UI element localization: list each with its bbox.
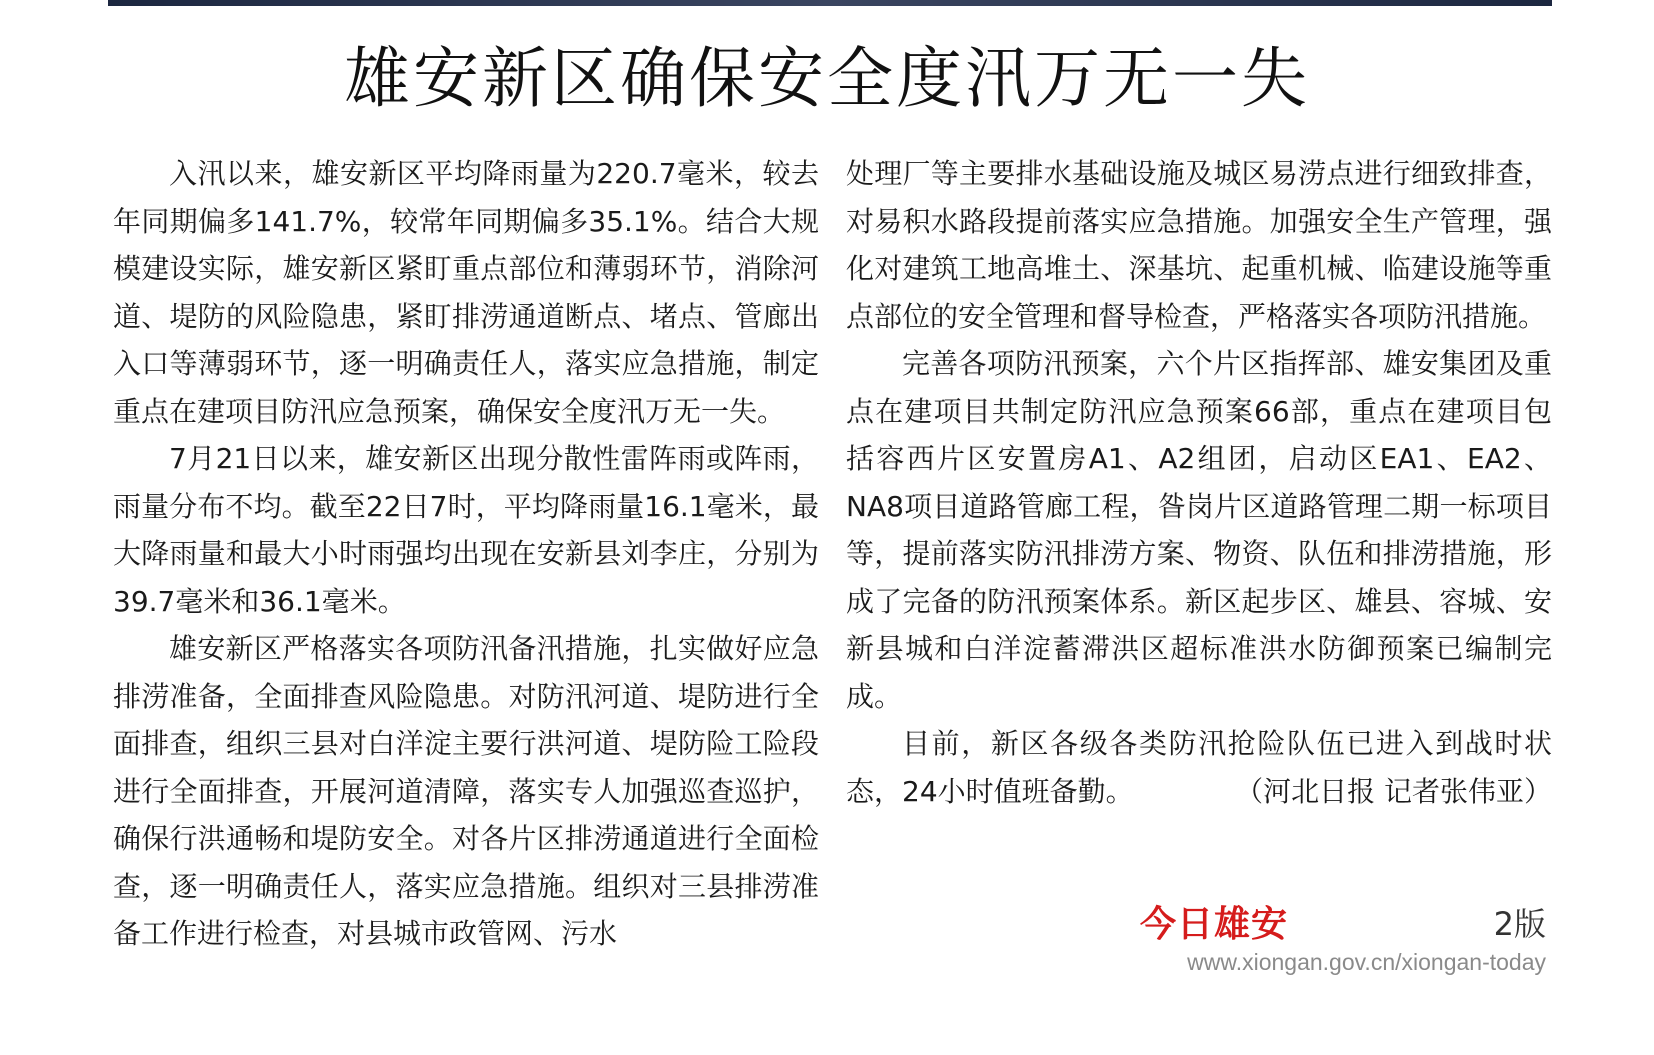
article-byline: （河北日报 记者张伟亚） <box>1235 774 1552 808</box>
article-headline: 雄安新区确保安全度汛万无一失 <box>344 40 1310 117</box>
site-url: www.xiongan.gov.cn/xiongan-today <box>1187 949 1546 975</box>
top-rule <box>108 0 1552 6</box>
article-paragraph-5 <box>846 720 1552 815</box>
article-paragraph-5-text: 目前，新区各级各类防汛抢险队伍已进入到战时状态，24小时值班备勤。 <box>846 727 1552 808</box>
article-paragraph-1: 入汛以来，雄安新区平均降雨量为220.7毫米，较去年同期偏多141.7%，较常年同期偏多35.1%。结合大规模建设实际，雄安新区紧盯重点部位和薄弱环节，消除河道、堤防的风险隐患，紧盯排涝通道断点、堵点、管廊出入口等薄弱环节，逐一明确责任人，落实应急措施，制定重点在建项目防汛应急预案，确保安全度汛万无一失。 <box>113 157 819 428</box>
article-paragraph-4: 完善各项防汛预案，六个片区指挥部、雄安集团及重点在建项目共制定防汛应急预案66部，重点在建项目包括容西片区安置房A1、A2组团，启动区EA1、EA2、NA8项目道路管廊工程，昝岗片区道路管理二期一标项目等，提前落实防汛排涝方案、物资、队伍和排涝措施，形成了完备的防汛预案体系。新区起步区、雄县、容城、安新县城和白洋淀蓄滞洪区超标准洪水防御预案已编制完成。 <box>846 347 1552 713</box>
article-paragraph-3-start: 雄安新区严格落实各项防汛备汛措施，扎实做好应急排涝准备，全面排查风险隐患。对防汛河道、堤防进行全面排查，组织三县对白洋淀主要行洪河道、堤防险工险段进行全面排查，开展河道清障，落实专人加强巡查巡护，确保行洪通畅和堤防安全。对各片区排涝通道进行全面检查，逐一明确责任人，落实应急措施。组织对三县排涝准备工作进行检查，对县城市政管网、污水 <box>113 632 819 950</box>
article-paragraph-3-continued: 处理厂等主要排水基础设施及城区易涝点进行细致排查，对易积水路段提前落实应急措施。加强安全生产管理，强化对建筑工地高堆土、深基坑、起重机械、临建设施等重点部位的安全管理和督导检查，严格落实各项防汛措施。 <box>846 157 1552 333</box>
article-column-left <box>113 150 819 955</box>
today-xiongan-logo: 今日雄安 <box>1140 903 1289 945</box>
article-paragraph-2: 7月21日以来，雄安新区出现分散性雷阵雨或阵雨，雨量分布不均。截至22日7时，平均降雨量16.1毫米，最大降雨量和最大小时雨强均出现在安新县刘李庄，分别为39.7毫米和36.1毫米。 <box>113 442 819 618</box>
page-number: 2版 <box>1493 905 1546 943</box>
article-column-right <box>846 150 1552 870</box>
